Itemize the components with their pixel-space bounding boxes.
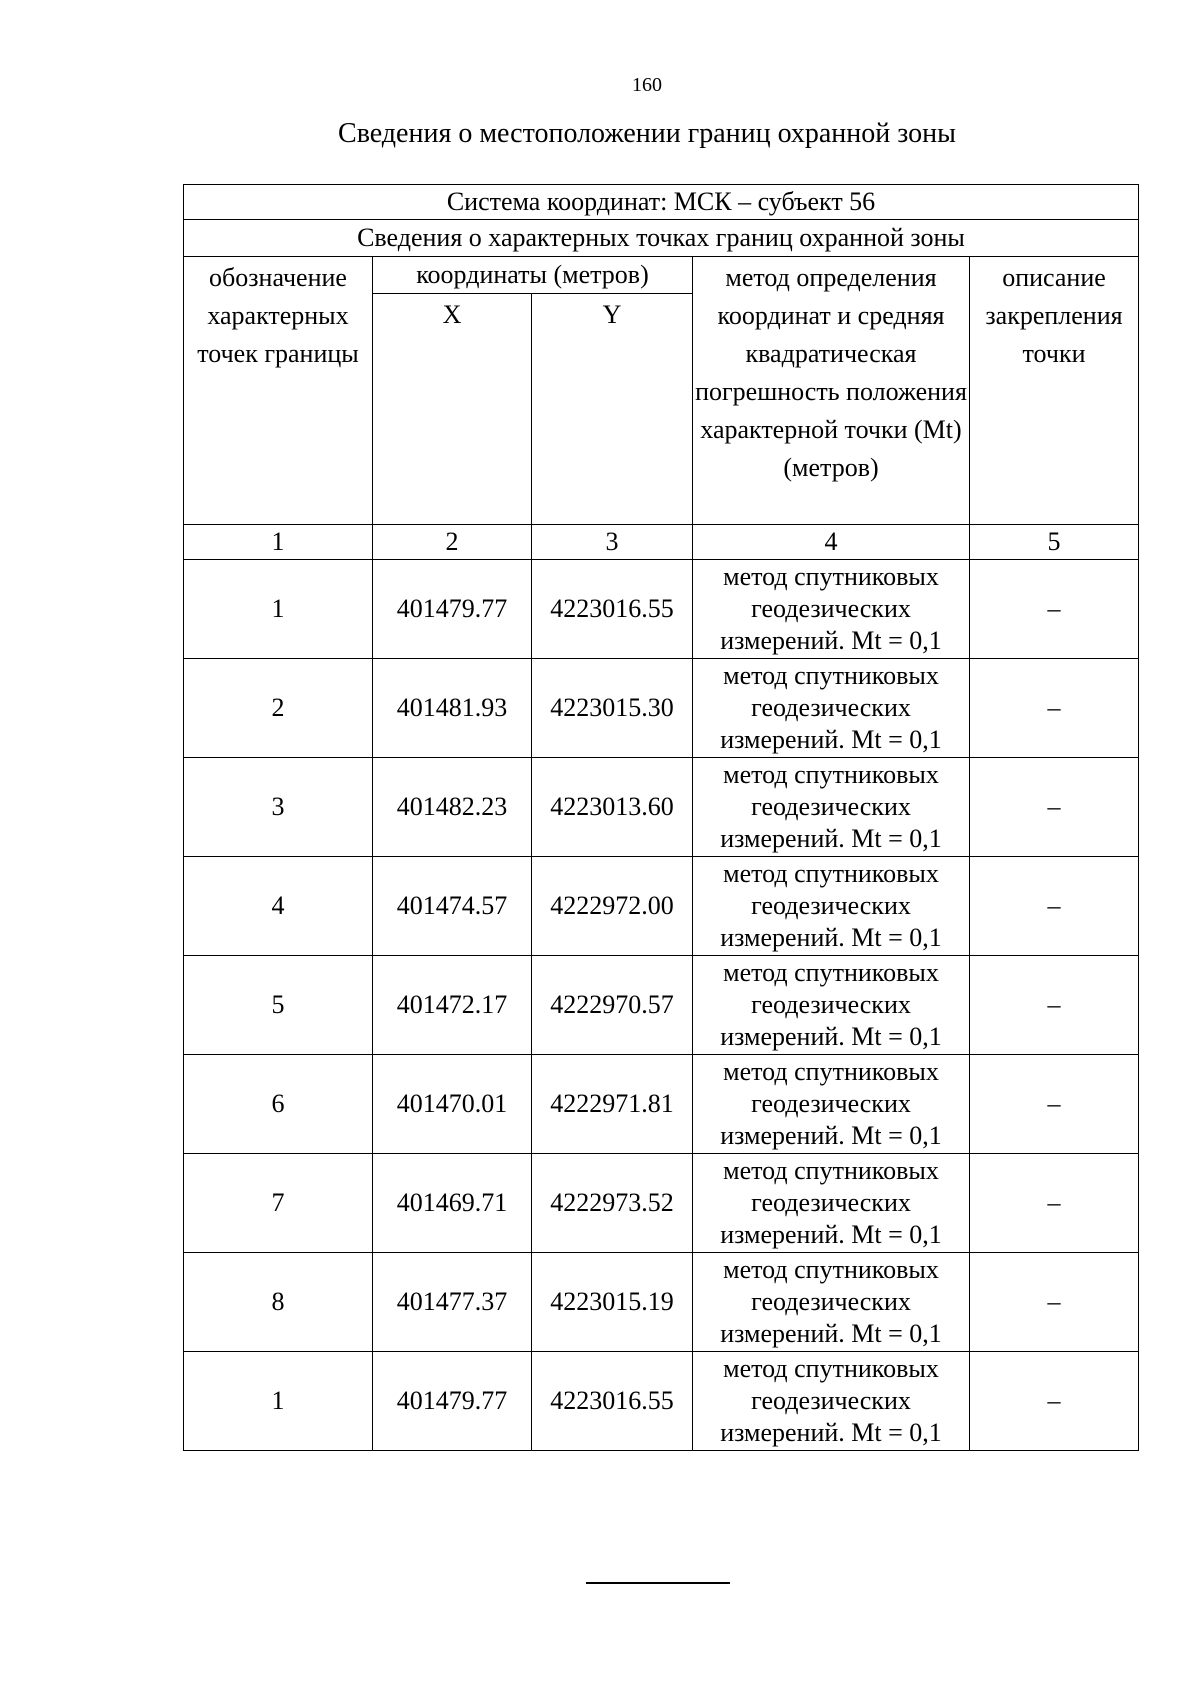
footer-divider [586, 1582, 730, 1584]
y-cell: 4222970.57 [532, 956, 693, 1055]
column-header-y: Y [532, 294, 693, 525]
x-cell: 401477.37 [373, 1253, 532, 1352]
column-number-row [184, 525, 1139, 560]
y-cell: 4222973.52 [532, 1154, 693, 1253]
column-number: 3 [532, 525, 693, 560]
point-cell: 7 [184, 1154, 373, 1253]
point-cell: 1 [184, 1352, 373, 1451]
y-cell: 4223013.60 [532, 758, 693, 857]
column-header-row-1 [184, 257, 1139, 294]
coordinates-table-container [183, 184, 1138, 1451]
column-number: 1 [184, 525, 373, 560]
description-cell: – [970, 1352, 1139, 1451]
method-cell: метод спутниковых геодезических измерений. Mt = 0,1 [693, 758, 970, 857]
y-cell: 4223016.55 [532, 560, 693, 659]
method-cell: метод спутниковых геодезических измерений. Mt = 0,1 [693, 1154, 970, 1253]
table-row [184, 956, 1139, 1055]
page-title: Сведения о местоположении границ охранной зоны [338, 118, 956, 149]
point-cell: 1 [184, 560, 373, 659]
system-header-row [184, 185, 1139, 220]
column-header-description: описание закрепления точки [970, 257, 1139, 525]
description-cell: – [970, 1154, 1139, 1253]
description-cell: – [970, 758, 1139, 857]
description-cell: – [970, 956, 1139, 1055]
point-cell: 5 [184, 956, 373, 1055]
column-header-x: X [373, 294, 532, 525]
description-cell: – [970, 659, 1139, 758]
section-header: Сведения о характерных точках границ охранной зоны [184, 220, 1139, 257]
table-row [184, 1352, 1139, 1451]
y-cell: 4223015.19 [532, 1253, 693, 1352]
description-cell: – [970, 857, 1139, 956]
column-header-designation: обозначение характерных точек границы [184, 257, 373, 525]
x-cell: 401470.01 [373, 1055, 532, 1154]
x-cell: 401479.77 [373, 1352, 532, 1451]
table-row [184, 1055, 1139, 1154]
section-header-row [184, 220, 1139, 257]
method-cell: метод спутниковых геодезических измерений. Mt = 0,1 [693, 1055, 970, 1154]
description-cell: – [970, 1253, 1139, 1352]
column-header-method: метод определения координат и средняя квадратическая погрешность положения характерной точки (Mt) (метров) [693, 257, 970, 525]
table-body [184, 185, 1139, 1451]
method-cell: метод спутниковых геодезических измерений. Mt = 0,1 [693, 857, 970, 956]
table-row [184, 1253, 1139, 1352]
description-cell: – [970, 1055, 1139, 1154]
column-header-coordinates: координаты (метров) [373, 257, 693, 294]
point-cell: 2 [184, 659, 373, 758]
x-cell: 401474.57 [373, 857, 532, 956]
column-number: 2 [373, 525, 532, 560]
method-cell: метод спутниковых геодезических измерений. Mt = 0,1 [693, 1253, 970, 1352]
method-cell: метод спутниковых геодезических измерений. Mt = 0,1 [693, 1352, 970, 1451]
y-cell: 4222971.81 [532, 1055, 693, 1154]
table-row [184, 659, 1139, 758]
point-cell: 3 [184, 758, 373, 857]
point-cell: 8 [184, 1253, 373, 1352]
column-number: 4 [693, 525, 970, 560]
x-cell: 401479.77 [373, 560, 532, 659]
method-cell: метод спутниковых геодезических измерений. Mt = 0,1 [693, 560, 970, 659]
y-cell: 4222972.00 [532, 857, 693, 956]
y-cell: 4223016.55 [532, 1352, 693, 1451]
y-cell: 4223015.30 [532, 659, 693, 758]
point-cell: 4 [184, 857, 373, 956]
point-cell: 6 [184, 1055, 373, 1154]
method-cell: метод спутниковых геодезических измерений. Mt = 0,1 [693, 956, 970, 1055]
coordinates-table [183, 184, 1139, 1451]
x-cell: 401481.93 [373, 659, 532, 758]
coordinate-system-header: Система координат: МСК – субъект 56 [184, 185, 1139, 220]
page-number: 160 [632, 74, 662, 96]
table-row [184, 758, 1139, 857]
description-cell: – [970, 560, 1139, 659]
table-row [184, 560, 1139, 659]
column-number: 5 [970, 525, 1139, 560]
x-cell: 401482.23 [373, 758, 532, 857]
table-row [184, 857, 1139, 956]
x-cell: 401472.17 [373, 956, 532, 1055]
method-cell: метод спутниковых геодезических измерений. Mt = 0,1 [693, 659, 970, 758]
table-row [184, 1154, 1139, 1253]
x-cell: 401469.71 [373, 1154, 532, 1253]
